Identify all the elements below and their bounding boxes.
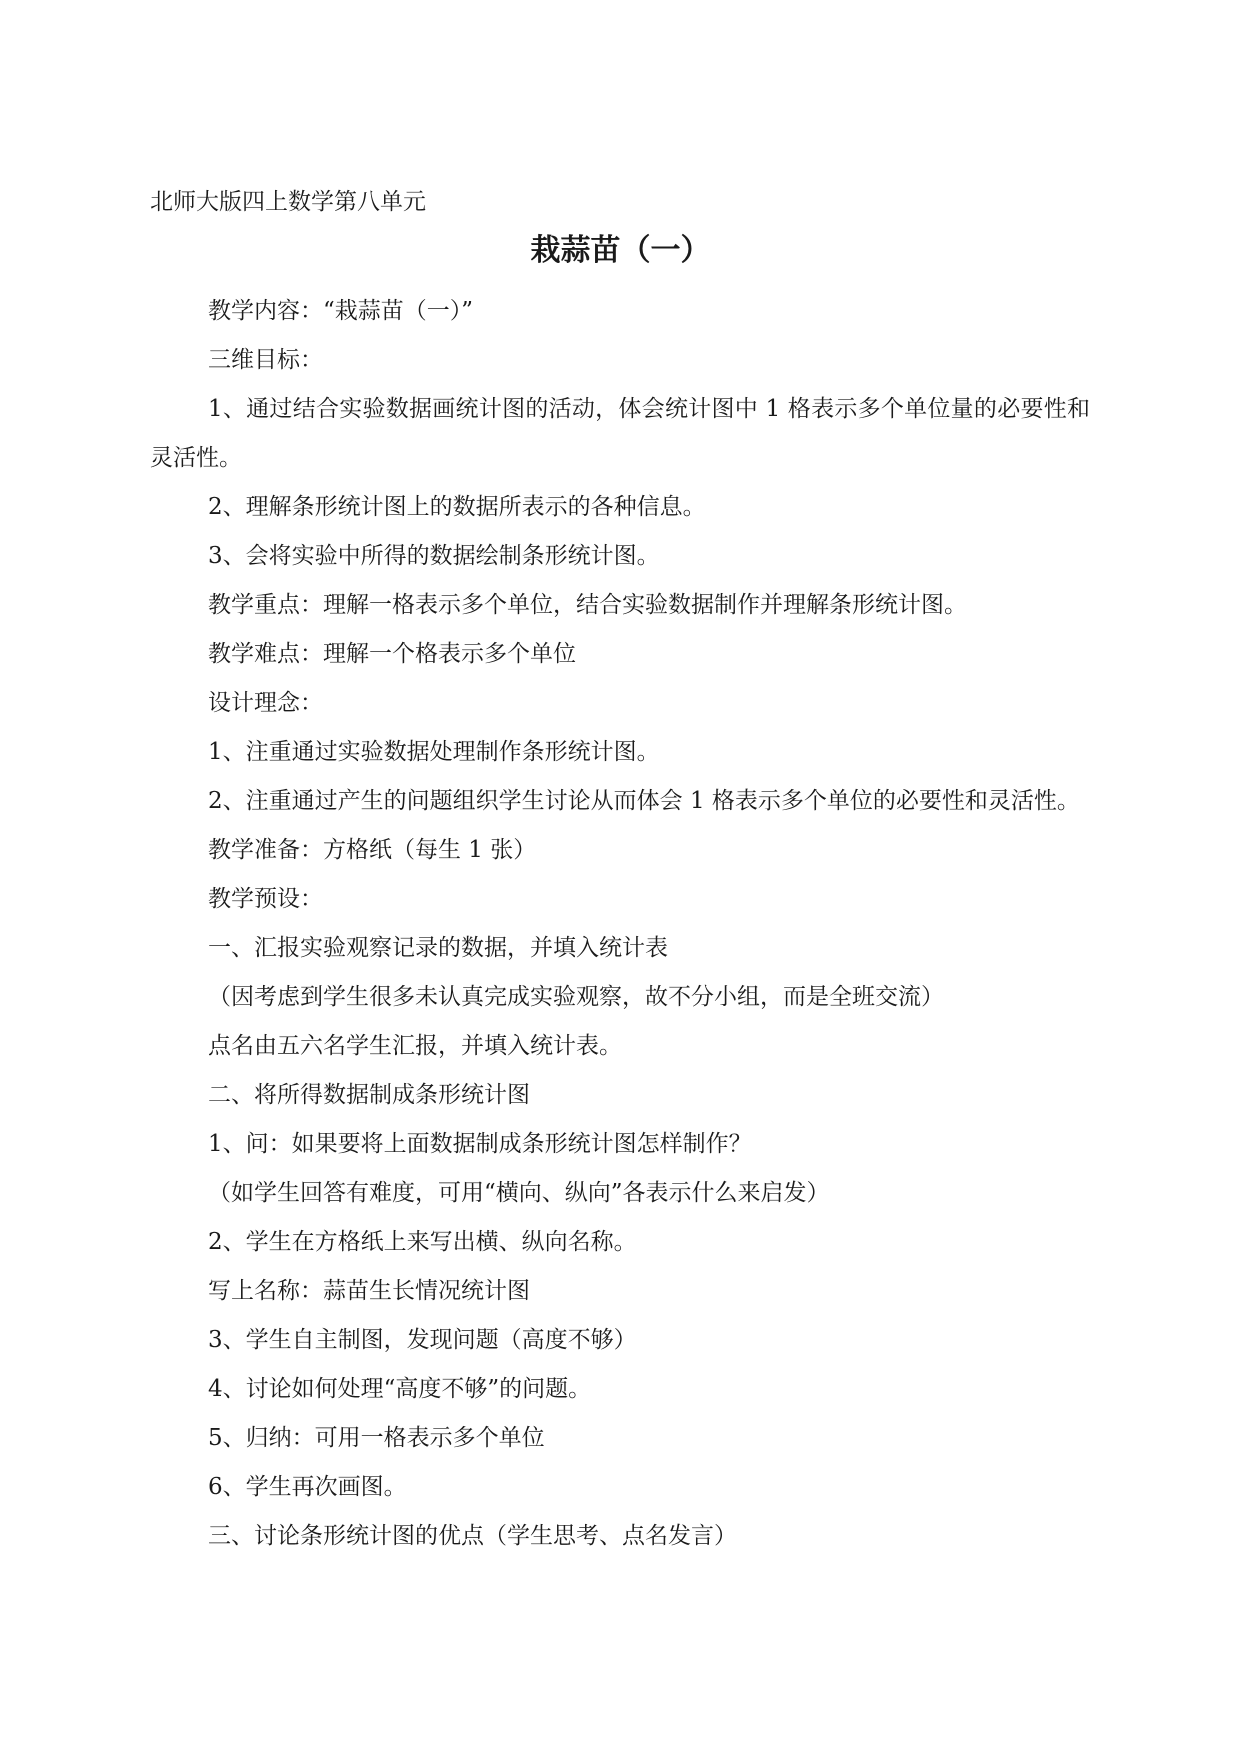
paragraph-step-2-1: 1、问：如果要将上面数据制成条形统计图怎样制作？ [208,1131,752,1157]
paragraph-step-1-detail: 点名由五六名学生汇报，并填入统计表。 [208,1033,622,1059]
paragraph-preparation: 教学准备：方格纸（每生 1 张） [208,837,537,863]
paragraph-step-1-note: （因考虑到学生很多未认真完成实验观察，故不分小组，而是全班交流） [208,984,944,1010]
document-title: 栽蒜苗（一） [530,233,711,268]
document-header: 北师大版四上数学第八单元 [150,189,426,215]
paragraph-step-1: 一、汇报实验观察记录的数据，并填入统计表 [208,935,668,961]
paragraph-step-2: 二、将所得数据制成条形统计图 [208,1082,530,1108]
paragraph-step-2-1-note: （如学生回答有难度，可用“横向、纵向”各表示什么来启发） [208,1180,830,1206]
paragraph-teaching-content: 教学内容：“栽蒜苗（一）” [208,298,474,324]
paragraph-step-2-4: 4、讨论如何处理“高度不够”的问题。 [208,1376,592,1402]
paragraph-step-2-5: 5、归纳：可用一格表示多个单位 [208,1425,545,1451]
paragraph-objective-2: 2、理解条形统计图上的数据所表示的各种信息。 [208,494,706,520]
paragraph-design-heading: 设计理念： [208,690,323,716]
paragraph-objectives-heading: 三维目标： [208,347,323,373]
paragraph-step-2-2-title: 写上名称：蒜苗生长情况统计图 [208,1278,530,1304]
paragraph-difficulties: 教学难点：理解一个格表示多个单位 [208,641,576,667]
paragraph-design-2: 2、注重通过产生的问题组织学生讨论从而体会 1 格表示多个单位的必要性和灵活性。 [208,788,1080,814]
paragraph-plan-heading: 教学预设： [208,886,323,912]
document-body [150,287,1090,1561]
paragraph-step-2-6: 6、学生再次画图。 [208,1474,407,1500]
paragraph-objective-1: 1、通过结合实验数据画统计图的活动，体会统计图中 1 格表示多个单位量的必要性和灵活性。 [150,396,1090,471]
paragraph-step-2-2: 2、学生在方格纸上来写出横、纵向名称。 [208,1229,637,1255]
paragraph-step-3: 三、讨论条形统计图的优点（学生思考、点名发言） [208,1523,737,1549]
paragraph-key-points: 教学重点：理解一格表示多个单位，结合实验数据制作并理解条形统计图。 [208,592,967,618]
paragraph-design-1: 1、注重通过实验数据处理制作条形统计图。 [208,739,660,765]
paragraph-objective-3: 3、会将实验中所得的数据绘制条形统计图。 [208,543,660,569]
paragraph-step-2-3: 3、学生自主制图，发现问题（高度不够） [208,1327,637,1353]
